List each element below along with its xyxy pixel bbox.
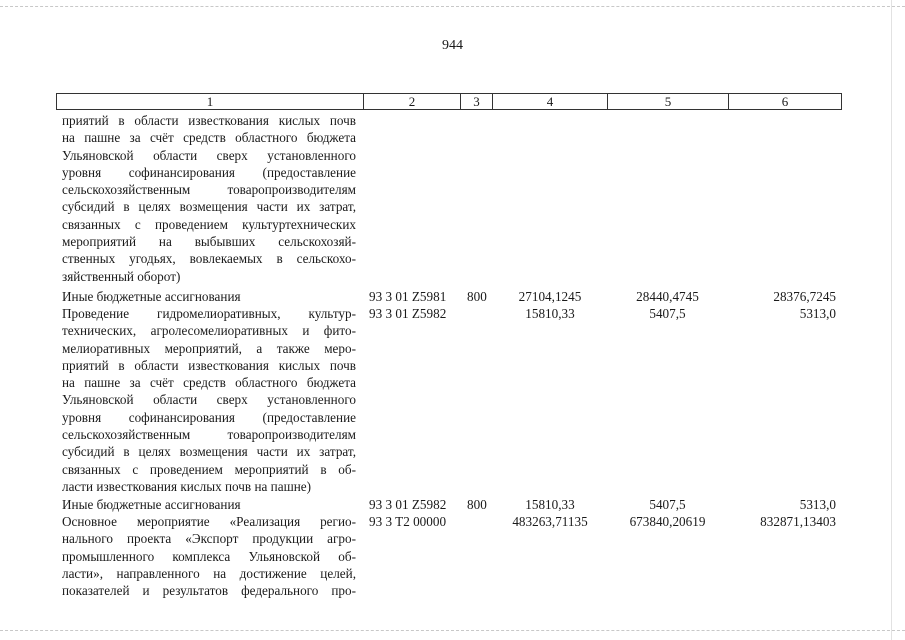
row-value-col4: 15810,33 bbox=[525, 497, 575, 512]
header-col-2: 2 bbox=[363, 94, 460, 109]
description-line: сельскохозяйственным товаропроизводителям bbox=[62, 427, 356, 443]
description-line: Ульяновской области сверх установленного bbox=[62, 147, 356, 163]
description-line: Ульяновской области сверх установленного bbox=[62, 392, 356, 408]
row-value-col4: 27104,1245 bbox=[518, 289, 582, 304]
page-number: 944 bbox=[442, 38, 463, 53]
row-value-col4: 483263,71135 bbox=[512, 514, 588, 529]
description-line: ственных угодьях, вовлекаемых в сельскохо- bbox=[62, 251, 356, 267]
header-col-3: 3 bbox=[460, 94, 492, 109]
row-value-col6: 5313,0 bbox=[799, 497, 836, 512]
table-header bbox=[56, 93, 842, 110]
description-line: мероприятий на выбывших сельскохозяй- bbox=[62, 234, 356, 250]
description-line: зяйственный оборот) bbox=[62, 268, 181, 284]
description-line: связанных с проведением культуртехнических bbox=[62, 216, 356, 232]
row-value-col5: 5407,5 bbox=[649, 306, 686, 321]
header-col-5: 5 bbox=[607, 94, 728, 109]
description-line: Иные бюджетные ассигнования bbox=[62, 497, 241, 512]
description-line: уровня софинансирования (предоставление bbox=[62, 409, 356, 425]
description-line: ласти», направленного на достижение целей, bbox=[62, 565, 356, 581]
row-description bbox=[62, 112, 356, 285]
row-value-col5: 5407,5 bbox=[649, 497, 686, 512]
description-line: приятий в области известкования кислых почв bbox=[62, 357, 356, 373]
description-line: нального проекта «Экспорт продукции агро- bbox=[62, 531, 356, 547]
row-value-col4: 15810,33 bbox=[525, 306, 575, 321]
description-line: субсидий в целях возмещения части их затрат, bbox=[62, 199, 356, 215]
row-value-col5: 28440,4745 bbox=[636, 289, 699, 304]
description-line: технических, агролесомелиоративных и фито- bbox=[62, 323, 356, 339]
scan-edge-bottom bbox=[0, 630, 905, 632]
row-value-col5: 673840,20619 bbox=[629, 514, 706, 529]
row-group: 800 bbox=[467, 497, 487, 512]
scan-edge-right bbox=[891, 0, 892, 640]
description-line: сельскохозяйственным товаропроизводителям bbox=[62, 182, 356, 198]
description-line: промышленного комплекса Ульяновской об- bbox=[62, 548, 356, 564]
row-code: 93 3 01 Z5981 bbox=[369, 289, 447, 304]
description-line: связанных с проведением мероприятий в об- bbox=[62, 461, 356, 477]
description-line: мелиоративных мероприятий, а также меро- bbox=[62, 340, 356, 356]
header-col-1: 1 bbox=[206, 94, 214, 109]
description-line: Проведение гидромелиоративных, культур- bbox=[62, 306, 356, 321]
row-description bbox=[62, 513, 356, 599]
header-col-6: 6 bbox=[728, 94, 841, 109]
row-description bbox=[62, 305, 356, 495]
row-code: 93 3 01 Z5982 bbox=[369, 306, 447, 321]
row-code: 93 3 01 Z5982 bbox=[369, 497, 447, 512]
row-code: 93 3 T2 00000 bbox=[369, 514, 447, 529]
description-line: субсидий в целях возмещения части их затрат, bbox=[62, 444, 356, 460]
description-line: Иные бюджетные ассигнования bbox=[62, 289, 241, 304]
description-line: уровня софинансирования (предоставление bbox=[62, 164, 356, 180]
row-group: 800 bbox=[467, 289, 487, 304]
description-line: показателей и результатов федерального про- bbox=[62, 583, 356, 599]
scan-edge-top bbox=[0, 6, 905, 8]
description-line: на пашне за счёт средств областного бюджета bbox=[62, 130, 356, 146]
description-line: приятий в области известкования кислых почв bbox=[62, 113, 356, 128]
description-line: на пашне за счёт средств областного бюджета bbox=[62, 375, 356, 391]
row-value-col6: 28376,7245 bbox=[773, 289, 836, 304]
row-value-col6: 832871,13403 bbox=[760, 514, 836, 529]
row-description bbox=[62, 288, 356, 305]
header-col-4: 4 bbox=[492, 94, 607, 109]
row-value-col6: 5313,0 bbox=[799, 306, 836, 321]
row-description bbox=[62, 496, 356, 513]
description-line: Основное мероприятие «Реализация регио- bbox=[62, 514, 356, 529]
description-line: ласти известкования кислых почв на пашне) bbox=[62, 478, 312, 494]
